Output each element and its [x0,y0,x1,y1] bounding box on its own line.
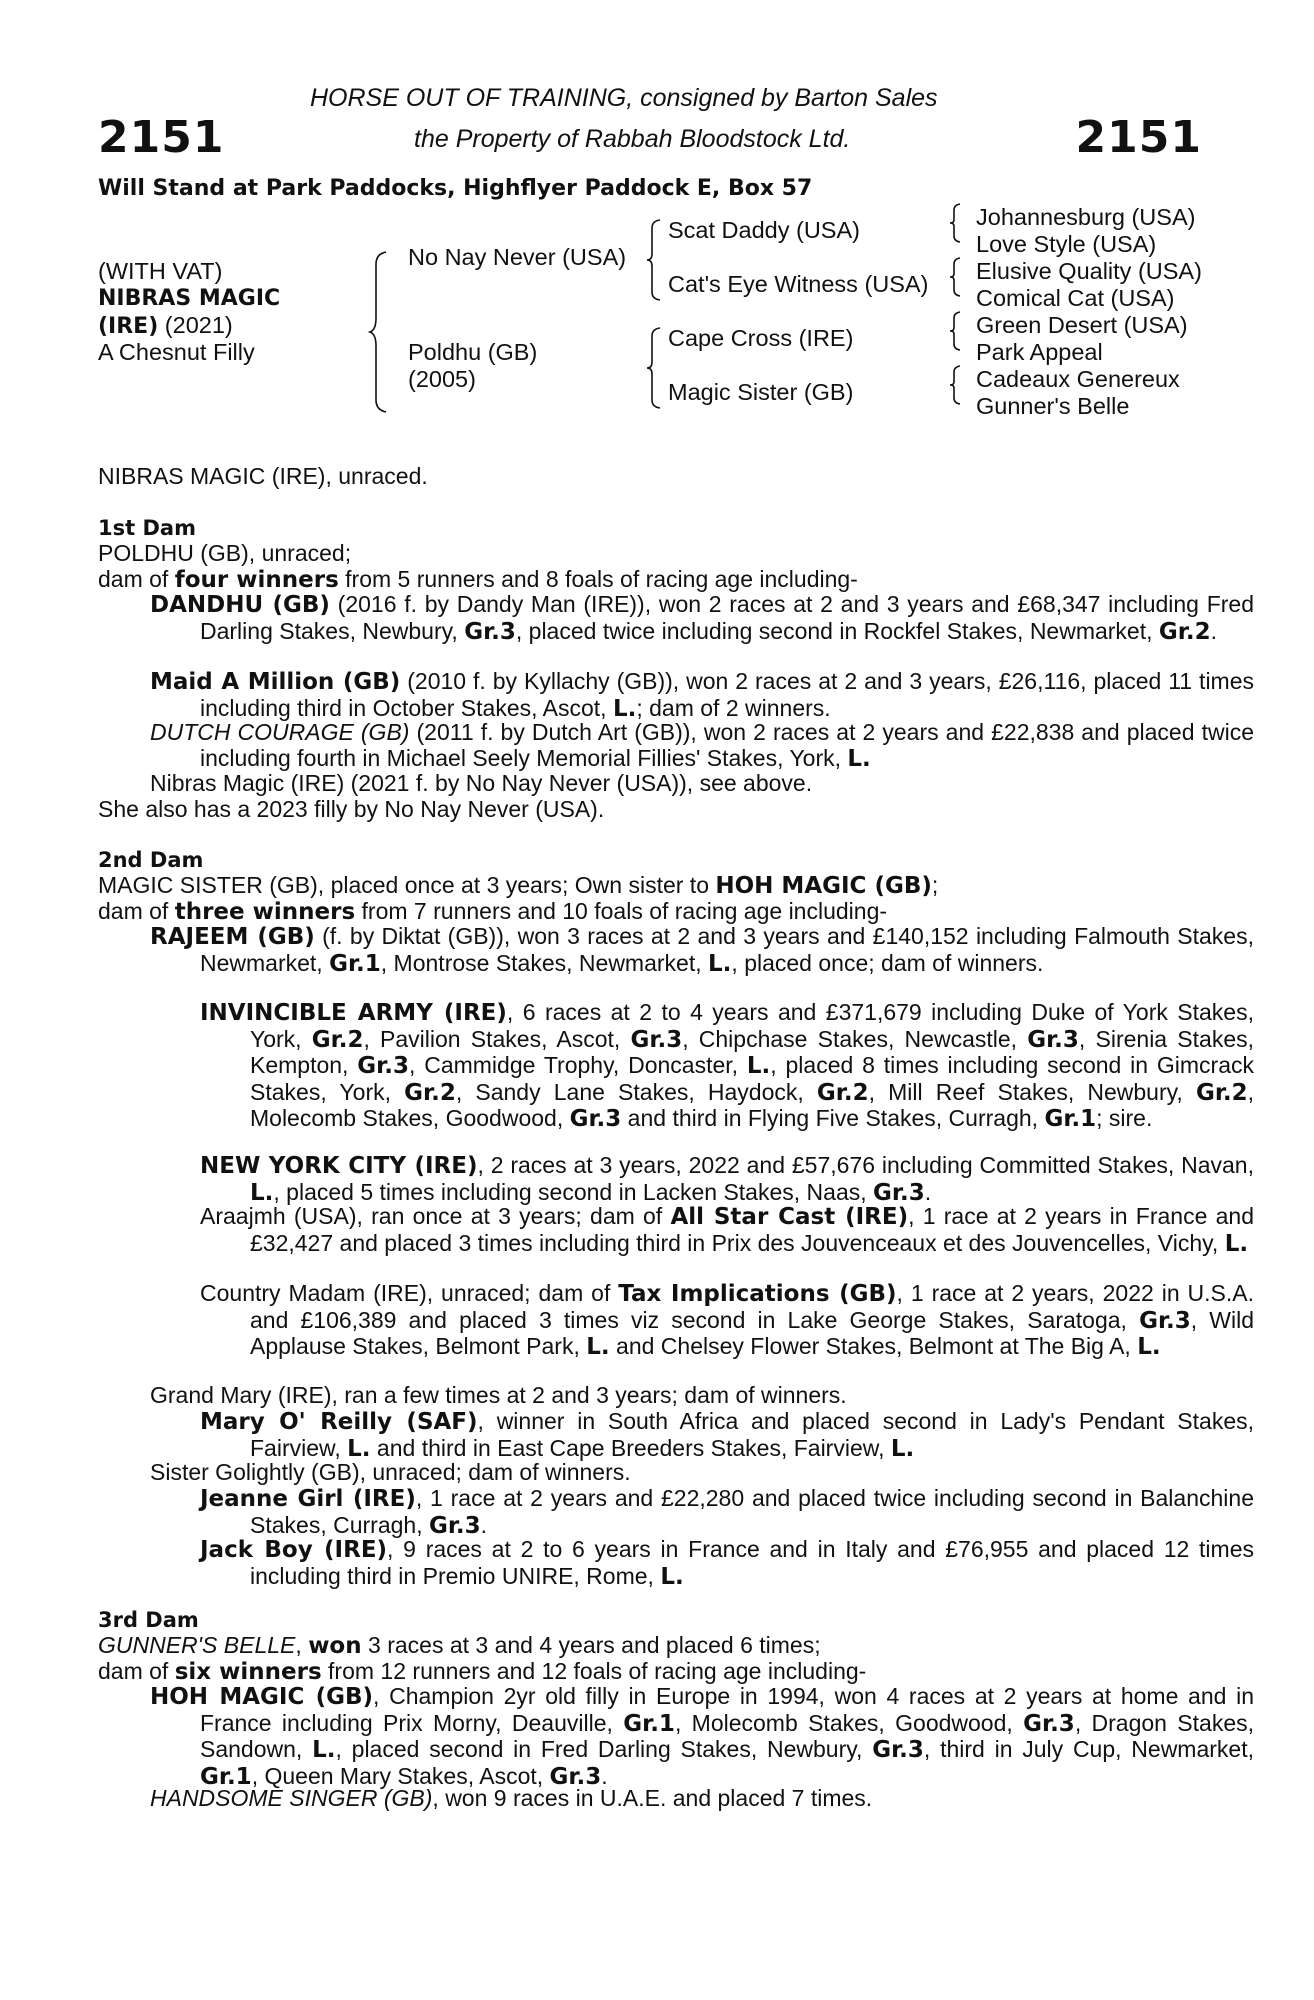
sister-golightly-produce-jack-boy: Jack Boy (IRE), 9 races at 2 to 6 years in France and in Italy and £76,955 and placed 12 times including third in Premio UNIRE, Rome, L. [200,1536,1254,1590]
race-record-intro: NIBRAS MAGIC (IRE), unraced. [98,463,428,489]
pedigree-dam: Poldhu (GB) [408,339,538,365]
sister-golightly-produce-jeanne-girl: Jeanne Girl (IRE), 1 race at 2 years and £22,280 and placed twice including second in Balanchine Stakes, Curragh, Gr.3. [200,1485,1254,1539]
third-dam-line: GUNNER'S BELLE, won 3 races at 3 and 4 years and placed 6 times; [98,1632,821,1659]
second-dam-entry-sister-golightly: Sister Golightly (GB), unraced; dam of winners. [150,1459,631,1485]
second-dam-entry-grand-mary: Grand Mary (IRE), ran a few times at 2 and 3 years; dam of winners. [150,1382,847,1408]
lot-number-left: 2151 [98,112,225,163]
second-dam-entry-rajeem: RAJEEM (GB) (f. by Diktat (GB)), won 3 races at 2 and 3 years and £140,152 including Falmouth Stakes, Newmarket, Gr.1, Montrose Stakes, Newmarket, L., placed once; dam of winners. [150,923,1254,977]
property-line: the Property of Rabbah Bloodstock Ltd. [414,125,851,153]
grand-mary-produce-mary-oreilly: Mary O' Reilly (SAF), winner in South Africa and placed second in Lady's Pendant Stakes, Fairview, L. and third in East Cape Breeders Stakes, Fairview, L. [200,1408,1254,1462]
gen3-brace-2 [950,258,964,296]
first-dam-produce: dam of four winners from 5 runners and 8 foals of racing age including- [98,566,858,593]
gen3-2: Love Style (USA) [976,231,1157,257]
gen3-5: Green Desert (USA) [976,312,1188,338]
gen3-brace-1 [950,204,964,242]
consignor-line: HORSE OUT OF TRAINING, consigned by Barton Sales [310,84,938,112]
sire-line-brace [648,220,664,300]
first-dam-entry-nibras: Nibras Magic (IRE) (2021 f. by No Nay Never (USA)), see above. [150,770,813,796]
second-dam-line: MAGIC SISTER (GB), placed once at 3 years; Own sister to HOH MAGIC (GB); [98,872,939,899]
horse-name: NIBRAS MAGIC [98,286,281,311]
gen3-brace-3 [950,312,964,350]
dam-line-brace [648,328,664,408]
gen3-6: Park Appeal [976,339,1103,365]
gen3-8: Gunner's Belle [976,393,1130,419]
gen3-7: Cadeaux Genereux [976,366,1180,392]
first-dam-entry-dutch-courage: DUTCH COURAGE (GB) (2011 f. by Dutch Art (GB)), won 2 races at 2 years and £22,838 and placed twice including fourth in Michael Seely Memorial Fillies' Stakes, York, L. [150,719,1254,772]
first-dam-heading: 1st Dam [98,516,196,540]
first-dam-entry-maid-a-million: Maid A Million (GB) (2010 f. by Kyllachy (GB)), won 2 races at 2 and 3 years, £26,116, placed 11 times including third in October Stakes, Ascot, L.; dam of 2 winners. [150,668,1255,722]
pedigree-sire: No Nay Never (USA) [408,244,627,270]
third-dam-heading: 3rd Dam [98,1608,199,1632]
second-dam-produce: dam of three winners from 7 runners and 10 foals of racing age including- [98,898,888,925]
horse-description: A Chesnut Filly [98,339,255,365]
third-dam-entry-handsome-singer: HANDSOME SINGER (GB), won 9 races in U.A.E. and placed 7 times. [150,1785,873,1811]
horse-name-country-year: (IRE) (2021) [98,312,233,339]
first-dam-entry-dandhu: DANDHU (GB) (2016 f. by Dandy Man (IRE)), won 2 races at 2 and 3 years and £68,347 including Fred Darling Stakes, Newbury, Gr.3, placed twice including second in Rockfel Stakes, Newmarket, Gr.2. [150,591,1254,645]
rajeem-produce-new-york-city: NEW YORK CITY (IRE), 2 races at 3 years, 2022 and £57,676 including Committed Stakes, Navan, L., placed 5 times including second in Lacken Stakes, Naas, Gr.3. [200,1152,1254,1206]
rajeem-produce-araajmh: Araajmh (USA), ran once at 3 years; dam of All Star Cast (IRE), 1 race at 2 years in France and £32,427 and placed 3 times including third in Prix des Jouvenceaux et des Jouvencelles, Vichy, L. [200,1203,1254,1257]
second-dam-heading: 2nd Dam [98,848,204,872]
first-dam-note: She also has a 2023 filly by No Nay Never (USA). [98,796,605,822]
gen3-1: Johannesburg (USA) [976,204,1196,230]
lot-number-right: 2151 [1075,112,1202,163]
pedigree-sire-dam: Cat's Eye Witness (USA) [668,271,929,297]
third-dam-produce: dam of six winners from 12 runners and 12 foals of racing age including- [98,1658,867,1685]
pedigree-dam-dam: Magic Sister (GB) [668,379,854,405]
rajeem-produce-invincible-army: INVINCIBLE ARMY (IRE), 6 races at 2 to 4 years and £371,679 including Duke of York Stakes, York, Gr.2, Pavilion Stakes, Ascot, Gr.3, Chipchase Stakes, Newcastle, Gr.3, Sirenia Stakes, Kempton, Gr.3, Cammidge Trophy, Doncaster, L., placed 8 times including second in Gimcrack Stakes, York, Gr.2, Sandy Lane Stakes, Haydock, Gr.2, Mill Reef Stakes, Newbury, Gr.2, Molecomb Stakes, Goodwood, Gr.3 and third in Flying Five Stakes, Curragh, Gr.1; sire. [200,999,1255,1133]
gen3-4: Comical Cat (USA) [976,285,1175,311]
first-dam-line: POLDHU (GB), unraced; [98,540,352,566]
rajeem-produce-country-madam: Country Madam (IRE), unraced; dam of Tax Implications (GB), 1 race at 2 years, 2022 in U.S.A. and £106,389 and placed 3 times viz second in Lake George Stakes, Saratoga, Gr.3, Wild Applause Stakes, Belmont Park, L. and Chelsey Flower Stakes, Belmont at The Big A, L. [200,1280,1255,1361]
gen3-brace-4 [950,366,964,404]
pedigree-dam-year: (2005) [408,366,476,392]
sire-dam-brace [372,252,392,412]
vat-note: (WITH VAT) [98,258,223,284]
gen3-3: Elusive Quality (USA) [976,258,1202,284]
pedigree-sire-sire: Scat Daddy (USA) [668,217,860,243]
third-dam-entry-hoh-magic: HOH MAGIC (GB), Champion 2yr old filly in Europe in 1994, won 4 races at 2 years at home and in France including Prix Morny, Deauville, Gr.1, Molecomb Stakes, Goodwood, Gr.3, Dragon Stakes, Sandown, L., placed second in Fred Darling Stakes, Newbury, Gr.3, third in July Cup, Newmarket, Gr.1, Queen Mary Stakes, Ascot, Gr.3. [150,1683,1255,1790]
stand-location: Will Stand at Park Paddocks, Highflyer Paddock E, Box 57 [98,176,813,201]
pedigree-dam-sire: Cape Cross (IRE) [668,325,854,351]
